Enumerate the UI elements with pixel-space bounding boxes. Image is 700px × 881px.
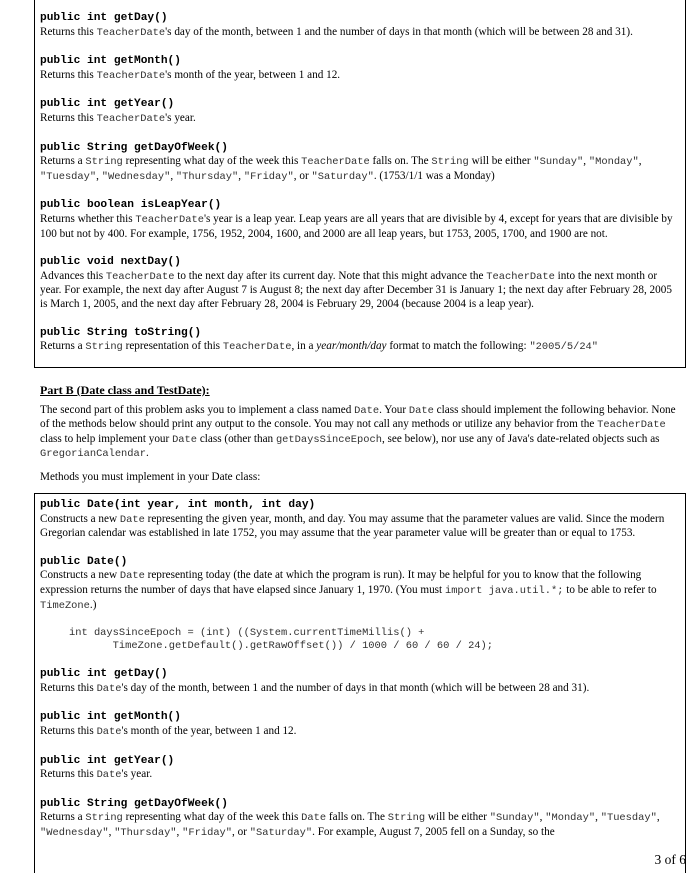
method-description: Constructs a new Date representing today (the date at which the program is run). It may be helpful for you to know that the following expression returns the number of days that have elapsed since January 1, 1970. (You must import java.util.*; to be able to refer to TimeZone.) [40,569,657,612]
part-b-intro: The second part of this problem asks you to implement a class named Date. Your Date class should implement the following behavior. None of the methods below should print any output to the console. You may not call any methods or utilize any behavior from the TeacherDate class to help implement your Date class (other than getDaysSinceEpoch, see below), nor use any of Java's date-related objects such as GregorianCalendar. [40,403,676,461]
method-signature: public String toString() [40,326,202,339]
method-entry [40,499,679,541]
inline-code: "Thursday" [114,826,177,839]
inline-code: Date [172,433,198,446]
method-entry [40,98,679,126]
inline-code: "Monday" [545,812,596,825]
inline-code: TeacherDate [486,270,555,283]
method-entry [40,55,679,83]
inline-code: getDaysSinceEpoch [275,433,382,446]
inline-code: TeacherDate [597,419,666,432]
method-entry [40,327,679,355]
inline-code: "Tuesday" [40,170,97,183]
method-entry [40,668,679,696]
method-entry [40,142,679,185]
inline-code: String [85,812,123,825]
method-description: Returns this TeacherDate's year. [40,111,196,125]
method-signature: public int getYear() [40,98,175,111]
inline-code: TeacherDate [105,270,175,283]
method-description: Returns a String representing what day of the week this Date falls on. The String will be either "Sunday", "Monday", "Tuesday", "Wednesday", "Thursday", "Friday", or "Saturday". For example, August 7, 2005 fell on a Sunday, so the [40,811,660,839]
inline-code: String [431,156,469,169]
method-entry [40,798,679,841]
inline-code: "Saturday" [311,170,374,183]
inline-code: TeacherDate [96,112,166,125]
inline-code: "Monday" [588,156,639,169]
method-box-teacherdate [34,0,686,368]
inline-code: "Friday" [182,826,233,839]
inline-code: "Wednesday" [101,170,171,183]
inline-code: TimeZone [40,599,90,612]
part-b-methods-label: Methods you must implement in your Date class: [40,470,261,483]
inline-code: Date [301,812,327,825]
method-box-date [34,493,686,873]
page-number: 3 of 6 [654,852,686,867]
method-description: Returns a String representing what day of the week this TeacherDate falls on. The String will be either "Sunday", "Monday", "Tuesday", "Wednesday", "Thursday", "Friday", or "Saturday". (1753/1/1 was a Monday) [40,155,642,183]
method-description: Returns a String representation of this TeacherDate, in a year/month/day format to match the following: "2005/5/24" [40,340,599,354]
inline-code: Date [96,682,122,695]
inline-code: Date [119,570,145,583]
inline-code: "Wednesday" [40,826,109,839]
inline-code: String [85,341,123,354]
method-signature: public int getDay() [40,668,168,681]
inline-code: String [85,156,123,169]
method-entry [40,256,679,311]
method-signature: public boolean isLeapYear() [40,199,222,212]
method-entry [40,12,679,40]
method-signature: public int getYear() [40,754,175,767]
inline-code: Date [96,769,122,782]
method-description: Returns this TeacherDate's month of the year, between 1 and 12. [40,68,341,82]
method-description: Returns this Date's year. [40,768,153,782]
inline-code: Date [96,725,122,738]
method-description: Advances this TeacherDate to the next day after its current day. Note that this might advance the TeacherDate into the next month or year. For example, the next day after August 7 is August 8; the next day after December 31 is January 1; the next day after February 28, 2005 is March 1, 2005, and the next day after February 28, 2004 is February 29, 2004 (because 2004 is a leap year). [40,269,672,310]
inline-code: "Thursday" [175,170,239,183]
method-entry [40,711,679,739]
inline-code: "2005/5/24" [529,341,599,354]
inline-code: "Sunday" [533,156,584,169]
part-b-heading: Part B (Date class and TestDate): [40,383,210,397]
inline-code: "Friday" [243,170,294,183]
inline-code: "Tuesday" [600,812,657,825]
method-entry [40,556,679,653]
method-description: Constructs a new Date representing the given year, month, and day. You may assume that the parameter values are valid. Since the modern Gregorian calendar was established in late 1752, you may assume that the year parameter value will be greater than or equal to 1753. [40,512,665,540]
italic-text: year/month/day [316,340,387,353]
method-description: Returns this Date's month of the year, between 1 and 12. [40,724,297,738]
inline-code: TeacherDate [135,213,204,226]
method-signature: public String getDayOfWeek() [40,141,228,154]
inline-code: TeacherDate [222,341,292,354]
inline-code: "Saturday" [249,826,313,839]
inline-code: Date [119,513,145,526]
method-signature: public int getMonth() [40,711,181,724]
method-entry [40,755,679,783]
method-signature: public Date(int year, int month, int day) [40,499,316,511]
method-signature: public void nextDay() [40,256,181,269]
method-description: Returns this Date's day of the month, between 1 and the number of days in that month (which will be between 28 and 31). [40,681,590,695]
inline-code: TeacherDate [96,69,166,82]
method-signature: public int getDay() [40,12,168,24]
method-signature: public int getMonth() [40,55,181,68]
inline-code: Date [408,404,434,417]
method-entry [40,199,679,241]
inline-code: TeacherDate [301,156,370,169]
method-description: Returns whether this TeacherDate's year is a leap year. Leap years are all years that are divisible by 4, except for years that are divisible by 100 but not by 400. For example, 1756, 1952, 2004, 1600, and 2000 are all leap years, but 1753, 2005, 1700, and 1900 are not. [40,212,673,240]
method-description: Returns this TeacherDate's day of the month, between 1 and the number of days in that month (which will be between 28 and 31). [40,25,633,39]
inline-code: import java.util.*; [444,584,564,597]
method-signature: public Date() [40,555,128,568]
code-snippet: int daysSinceEpoch = (int) ((System.currentTimeMillis() + TimeZone.getDefault().getRawOffset()) / 1000 / 60 / 60 / 24); [69,627,494,653]
inline-code: String [387,812,426,825]
inline-code: GregorianCalendar [40,448,147,461]
method-signature: public String getDayOfWeek() [40,797,228,810]
inline-code: Date [354,404,380,417]
inline-code: "Sunday" [489,812,540,825]
inline-code: TeacherDate [96,26,166,39]
part-b-section [40,384,686,485]
